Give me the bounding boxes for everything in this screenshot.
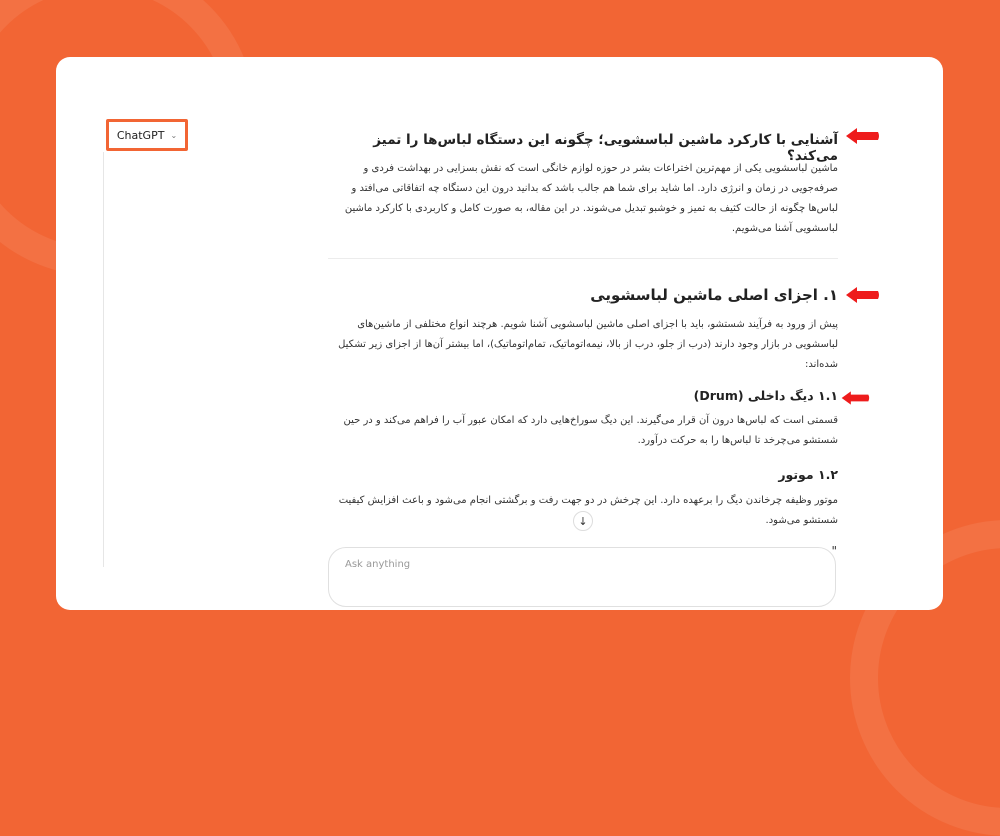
subsection-paragraph-drum: قسمتی است که لباس‌ها درون آن قرار می‌گیرند. این دیگ سوراخ‌هایی دارد که امکان عبور آب را فراهم می‌کند و در حین شستشو می‌چرخد تا لباس‌ها را به حرکت درآورد.: [343, 415, 838, 446]
subsection-heading-motor: ۱.۲ موتور: [778, 467, 838, 482]
annotation-arrow-icon: [844, 286, 880, 304]
model-selector-button[interactable]: [106, 119, 188, 151]
annotation-arrow-icon: [844, 127, 880, 145]
subsection-heading-drum: ۱.۱ دیگ داخلی (Drum): [693, 388, 838, 403]
divider: [328, 258, 838, 259]
section-heading: ۱. اجزای اصلی ماشین لباسشویی: [590, 286, 838, 304]
model-label: ChatGPT: [116, 128, 165, 142]
article-title: آشنایی با کارکرد ماشین لباسشویی؛ چگونه این دستگاه لباس‌ها را تمیز می‌کند؟: [373, 132, 838, 164]
message-input[interactable]: [343, 558, 787, 571]
section-paragraph: پیش از ورود به فرآیند شستشو، باید با اجزای اصلی ماشین لباسشویی آشنا شویم. هرچند انواع مختلفی از ماشین‌های لباسشویی در بازار وجود دارند (درب از جلو، درب از بالا، نیمه‌اتوماتیک، تمام‌اتوماتیک)، اما بیشتر آن‌ها از اجزای زیر تشکیل شده‌اند:: [338, 319, 838, 370]
article-intro: ماشین لباسشویی یکی از مهم‌ترین اختراعات بشر در حوزه لوازم خانگی است که نقش بسزایی در بهداشت فردی و صرفه‌جویی در زمان و انرژی دارد. اما شاید برای شما هم جالب باشد که بدانید درون این دستگاه چه اتفاقاتی می‌افتد و لباس‌ها چگونه از حالت کثیف به تمیز و خوشبو تبدیل می‌شوند. در این مقاله، به صورت کامل و کاربردی با کارکرد ماشین لباسشویی آشنا می‌شویم.: [344, 163, 838, 234]
annotation-arrow-icon: [840, 389, 870, 407]
chat-window: [56, 57, 943, 610]
sidebar-divider: [103, 152, 104, 567]
scroll-to-bottom-button[interactable]: [573, 511, 593, 531]
message-composer: [328, 544, 837, 607]
quote-mark: ": [831, 544, 837, 558]
subsection-paragraph-motor: موتور وظیفه چرخاندن دیگ را برعهده دارد. این چرخش در دو جهت رفت و برگشتی انجام می‌شود و باعث افزایش کیفیت شستشو می‌شود.: [338, 495, 838, 526]
arrow-down-icon: ↓: [578, 514, 588, 528]
chevron-down-icon: ⌄: [170, 130, 178, 140]
